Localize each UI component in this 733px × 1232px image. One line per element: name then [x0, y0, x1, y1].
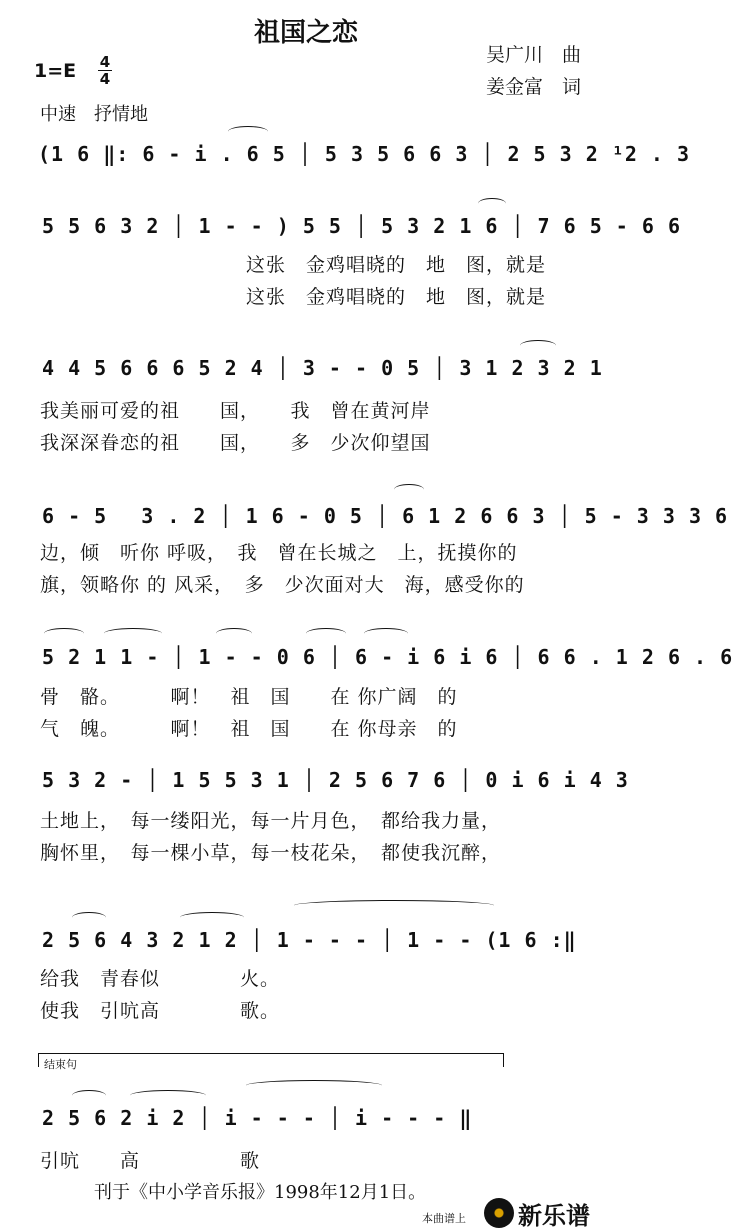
- lyrics-row-4-verse-1: 边，倾 听你 呼吸， 我 曾在长城之 上，抚摸你的: [40, 542, 518, 564]
- lyrics-row-3-verse-2: 我深深眷恋的祖 国， 多 少次仰望国: [40, 432, 431, 454]
- source-label: 本曲谱上: [422, 1212, 466, 1225]
- slur: [306, 628, 346, 639]
- slur: [520, 340, 556, 351]
- lyrics-row-6-verse-2: 胸怀里， 每一棵小草，每一枝花朵， 都使我沉醉，: [40, 842, 502, 864]
- notation-row-7: 2 5 6 4 3 2 1 2 │ 1 - - - │ 1 - - (1 6 :‖: [42, 928, 577, 952]
- lyrics-row-7-verse-1: 给我 青春似 火。: [40, 968, 281, 990]
- site-logo-text: 新乐谱: [518, 1202, 590, 1230]
- slur: [104, 628, 162, 639]
- meter-bottom: 4: [99, 70, 111, 88]
- notation-row-1: (1 6 ‖: 6 - i . 6 5 │ 5 3 5 6 6 3 │ 2 5 3 2 ¹2 . 3: [38, 142, 691, 166]
- notation-row-6: 5 3 2 - │ 1 5 5 3 1 │ 2 5 6 7 6 │ 0 i 6 i 4 3: [42, 768, 629, 792]
- lyrics-row-4-verse-2: 旗，领略你 的 风采， 多 少次面对大 海，感受你的: [40, 574, 525, 596]
- ending-bracket-left: [38, 1053, 39, 1067]
- slur: [216, 628, 252, 639]
- meter-top: 4: [99, 53, 111, 71]
- lyrics-row-3-verse-1: 我美丽可爱的祖 国， 我 曾在黄河岸: [40, 400, 431, 422]
- key-signature: 1=E: [34, 60, 77, 82]
- ending-bracket-line: [38, 1053, 504, 1054]
- slur: [364, 628, 408, 639]
- slur: [180, 912, 244, 923]
- tempo-marking: 中速 抒情地: [40, 104, 148, 125]
- lyrics-row-7-verse-2: 使我 引吭高 歌。: [40, 1000, 281, 1022]
- tie-long: [246, 1080, 382, 1091]
- slur: [478, 198, 506, 209]
- slur: [130, 1090, 206, 1101]
- lyrics-row-2-verse-2: 这张 金鸡唱晓的 地 图，就是: [246, 286, 547, 308]
- ending-label: 结束句: [44, 1058, 77, 1071]
- slur: [228, 126, 268, 137]
- lyrics-row-6-verse-1: 土地上， 每一缕阳光，每一片月色， 都给我力量，: [40, 810, 502, 832]
- notation-row-5: 5 2 1 1 - │ 1 - - 0 6 │ 6 - i 6 i 6 │ 6 6 . 1 2 6 . 6: [42, 645, 733, 669]
- time-signature: [98, 55, 112, 86]
- lyrics-row-8: 引吭 高 歌: [40, 1150, 261, 1172]
- lyrics-row-2-verse-1: 这张 金鸡唱晓的 地 图，就是: [246, 254, 547, 276]
- logo-disc-icon: [484, 1198, 514, 1228]
- composer-credit: 吴广川 曲: [486, 44, 582, 66]
- lyrics-row-5-verse-1: 骨 骼。 啊！ 祖 国 在 你广阔 的: [40, 686, 458, 708]
- slur: [72, 912, 106, 923]
- slur: [394, 484, 424, 495]
- notation-row-2: 5 5 6 3 2 │ 1 - - ) 5 5 │ 5 3 2 1 6 │ 7 6 5 - 6 6: [42, 214, 682, 238]
- slur: [72, 1090, 106, 1101]
- song-title: 祖国之恋: [253, 18, 358, 48]
- notation-row-4: 6 - 5 3 . 2 │ 1 6 - 0 5 │ 6 1 2 6 6 3 │ 5 - 3 3 3 6: [42, 504, 729, 528]
- notation-row-8: 2 5 6 2 i 2 │ i - - - │ i - - - ‖: [42, 1106, 473, 1130]
- lyrics-row-5-verse-2: 气 魄。 啊！ 祖 国 在 你母亲 的: [40, 718, 458, 740]
- notation-row-3: 4 4 5 6 6 6 5 2 4 │ 3 - - 0 5 │ 3 1 2 3 2 1: [42, 356, 603, 380]
- publication-note: 刊于《中小学音乐报》1998年12月1日。: [94, 1182, 427, 1203]
- ending-bracket-right: [503, 1053, 504, 1067]
- lyricist-credit: 姜金富 词: [486, 76, 582, 98]
- tie-long: [294, 900, 494, 911]
- slur: [44, 628, 84, 639]
